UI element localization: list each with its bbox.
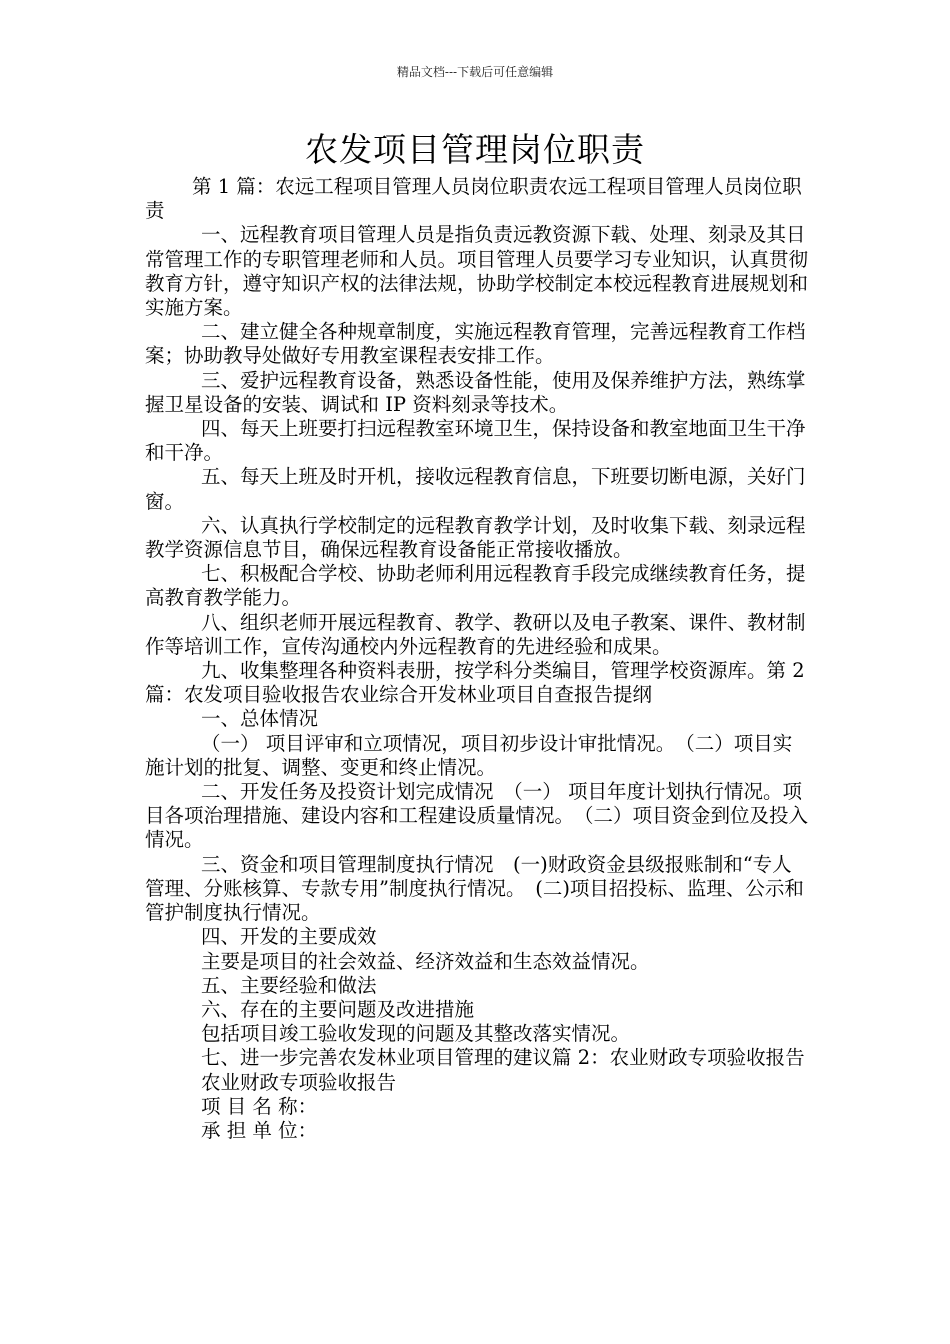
section-overall: 一、总体情况 [201, 707, 319, 731]
paragraph-item-5: 五、每天上班及时开机，接收远程教育信息，下班要切断电源，关好门窗。 [145, 465, 806, 513]
section-main-results: 四、开发的主要成效 [201, 925, 377, 949]
paragraph-suggestions: 七、进一步完善农发林业项目管理的建议篇 2：农业财政专项验收报告 [201, 1046, 805, 1070]
paragraph-item-8: 八、组织老师开展远程教育、教学、教研以及电子教案、课件、教材制作等培训工作，宣传沟通校内外远程教育的先进经验和成果。 [145, 610, 806, 658]
paragraph-report-title: 农业财政专项验收报告 [201, 1070, 397, 1094]
field-project-name: 项 目 名 称： [201, 1094, 318, 1118]
paragraph-item-3: 三、爱护远程教育设备，熟悉设备性能，使用及保养维护方法，熟练掌握卫星设备的安装、调试和 IP 资料刻录等技术。 [145, 368, 806, 416]
paragraph-item-7: 七、积极配合学校、协助老师利用远程教育手段完成继续教育任务，提高教育教学能力。 [145, 562, 806, 610]
paragraph-chapter-1-heading: 第 1 篇：农远工程项目管理人员岗位职责农远工程项目管理人员岗位职责 [145, 175, 802, 223]
paragraph-item-9: 九、收集整理各种资料表册，按学科分类编目，管理学校资源库。第 2 篇：农发项目验收报告农业综合开发林业项目自查报告提纲 [145, 659, 805, 707]
paragraph-item-6: 六、认真执行学校制定的远程教育教学计划，及时收集下载、刻录远程教学资源信息节目，确保远程教育设备能正常接收播放。 [145, 513, 806, 562]
paragraph-tasks-investment: 二、开发任务及投资计划完成情况 （一） 项目年度计划执行情况。项目各项治理措施、建设内容和工程建设质量情况。 （二）项目资金到位及投入情况。 [145, 780, 809, 852]
paragraph-item-4: 四、每天上班要打扫远程教室环境卫生，保持设备和教室地面卫生干净和干净。 [145, 417, 806, 465]
section-problems: 六、存在的主要问题及改进措施 [201, 997, 475, 1021]
section-experience: 五、主要经验和做法 [201, 973, 377, 997]
paragraph-main-results-detail: 主要是项目的社会效益、经济效益和生态效益情况。 [201, 949, 650, 973]
paragraph-problems-detail: 包括项目竣工验收发现的问题及其整改落实情况。 [201, 1022, 631, 1046]
field-undertaking-unit: 承 担 单 位： [201, 1118, 318, 1142]
paragraph-funds-management: 三、资金和项目管理制度执行情况 (一)财政资金县级报账制和“专人管理、分账核算、专款专用”制度执行情况。 (二)项目招投标、监理、公示和管护制度执行情况。 [145, 852, 804, 925]
paragraph-item-2: 二、建立健全各种规章制度，实施远程教育管理，完善远程教育工作档案；协助教导处做好专用教室课程表安排工作。 [145, 320, 806, 368]
paragraph-overall-detail: （一） 项目评审和立项情况，项目初步设计审批情况。 （二）项目实施计划的批复、调整、变更和终止情况。 [145, 731, 793, 779]
document-body [145, 175, 810, 1143]
document-title: 农发项目管理岗位职责 [305, 130, 645, 169]
page-header-note: 精品文档---下载后可任意编辑 [396, 65, 554, 79]
paragraph-item-1: 一、远程教育项目管理人员是指负责远教资源下载、处理、刻录及其日常管理工作的专职管理老师和人员。项目管理人员要学习专业知识，认真贯彻教育方针，遵守知识产权的法律法规，协助学校制定本校远程教育进展规划和实施方案。 [145, 223, 809, 320]
